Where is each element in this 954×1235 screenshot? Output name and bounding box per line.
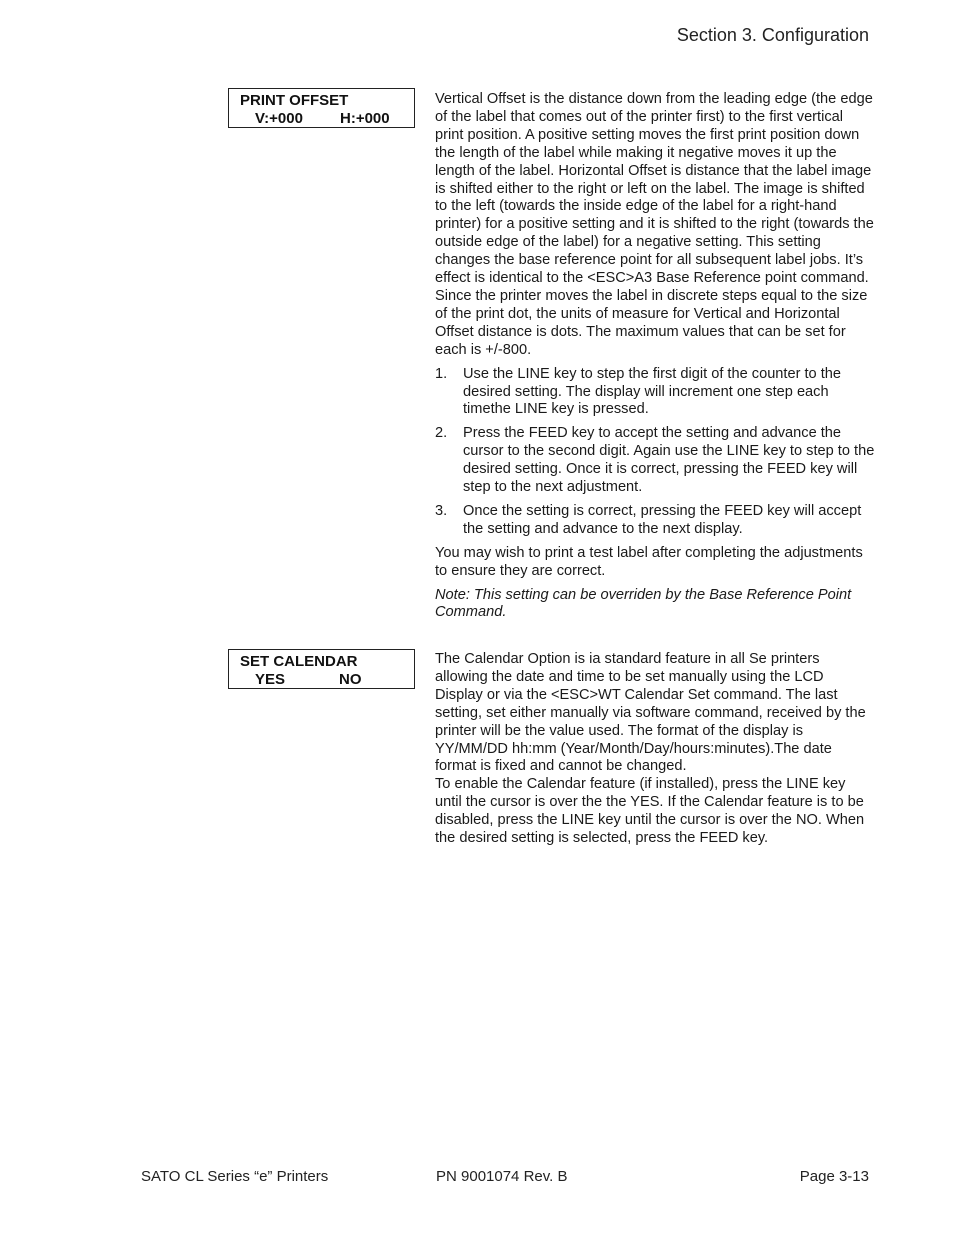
footer-product: SATO CL Series “e” Printers xyxy=(141,1168,329,1185)
step-number: 3. xyxy=(435,502,448,519)
list-item xyxy=(435,503,875,539)
footer-part-number: PN 9001074 Rev. B xyxy=(436,1168,568,1185)
list-item xyxy=(435,366,875,420)
calendar-no-option: NO xyxy=(339,671,362,688)
set-calendar-description: The Calendar Option is ia standard feature in all Se printers allowing the date and time to be set manually using the LCD Display or via the <ESC>WT Calendar Set command. The last setting, set either manually via software command, received by the printer will be the value used. The format of the display is YY/MM/DD hh:mm (Year/Month/Day/hours:minutes).The date format is fixed and cannot be changed. xyxy=(435,651,866,775)
print-offset-section xyxy=(435,91,875,628)
calendar-yes-option: YES xyxy=(255,671,286,688)
section-header: Section 3. Configuration xyxy=(676,25,869,45)
print-offset-display xyxy=(228,88,415,128)
footer-page-number: Page 3-13 xyxy=(799,1168,869,1185)
horizontal-offset-value: H:+000 xyxy=(340,110,390,127)
step-text: Use the LINE key to step the first digit of the counter to the desired setting. The display will increment one step each timethe LINE key is pressed. xyxy=(463,365,842,418)
print-offset-description: Vertical Offset is the distance down from the leading edge (the edge of the label that comes out of the printer first) to the first vertical print position. A positive setting moves the first print position down the length of the label while making it negative moves it up the length of the label. Horizontal Offset is distance that the label image is shifted either to the right or left on the label. The image is shifted to the left (towards the inside edge of the label for a right-hand printer) for a positive setting and it is shifted to the right (towards the outside edge of the label) for a negative setting. This setting changes the base reference point for all subsequent label jobs. It’s effect is identical to the <ESC>A3 Base Reference point command. Since the printer moves the label in discrete steps equal to the size of the print dot, the units of measure for Vertical and Horizontal Offset distance is dots. The maximum values that can be set for each is +/-800. xyxy=(435,91,874,358)
print-offset-after-text: You may wish to print a test label after completing the adjustments to ensure they are correct. xyxy=(435,544,863,579)
print-offset-steps xyxy=(435,366,875,539)
step-text: Press the FEED key to accept the setting and advance the cursor to the second digit. Again use the LINE key to step to the desired setting. Once it is correct, pressing the FEED key will step to the next adjustment. xyxy=(463,425,875,496)
print-offset-display-title: PRINT OFFSET xyxy=(240,92,349,109)
set-calendar-display-title: SET CALENDAR xyxy=(240,653,358,670)
step-number: 2. xyxy=(435,425,448,442)
vertical-offset-value: V:+000 xyxy=(255,110,303,127)
list-item xyxy=(435,425,875,497)
set-calendar-section xyxy=(435,651,875,854)
step-number: 1. xyxy=(435,365,448,382)
set-calendar-instructions: To enable the Calendar feature (if installed), press the LINE key until the cursor is over the the YES. If the Calendar feature is to be disabled, press the LINE key until the cursor is over the NO. When the desired setting is selected, press the FEED key. xyxy=(435,776,865,847)
step-text: Once the setting is correct, pressing the FEED key will accept the setting and advance to the next display. xyxy=(463,502,862,537)
set-calendar-display xyxy=(228,649,415,689)
print-offset-note: Note: This setting can be overriden by the Base Reference Point Command. xyxy=(435,586,852,621)
